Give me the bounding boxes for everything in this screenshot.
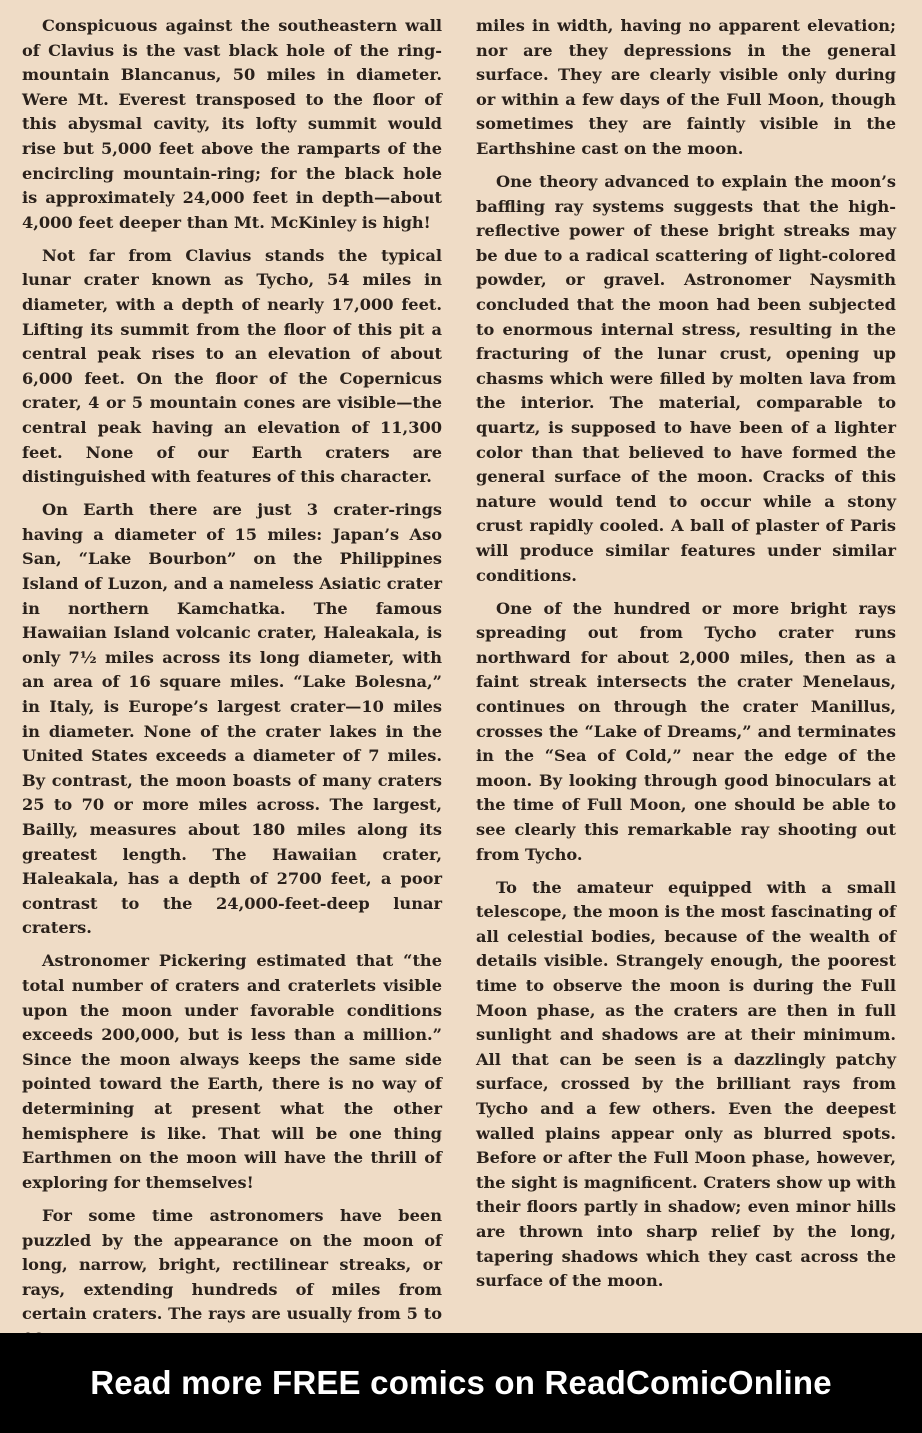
promo-banner-text: Read more FREE comics on ReadComicOnline bbox=[90, 1364, 832, 1401]
left-text-column bbox=[22, 14, 442, 1360]
paragraph-pickering-estimate: Astronomer Pickering estimated that “the total number of craters and craterlets visible upon the moon under favorable conditions exceeds 200,000, but is less than a million.” Since the moon always keeps the same side pointed toward the Earth, there is no way of determining at present what the other hemisphere is like. That will be one thing Earthmen on the moon will have the thrill of exploring for themselves! bbox=[22, 951, 442, 1192]
paragraph-tycho-copernicus: Not far from Clavius stands the typical lunar crater known as Tycho, 54 miles in diameter, with a depth of nearly 17,000 feet. Lifting its summit from the floor of this pit a central peak rises to an elevation of about 6,000 feet. On the floor of the Copernicus crater, 4 or 5 mountain cones are visible—the central peak having an elevation of 11,300 feet. None of our Earth craters are distinguished with features of this character. bbox=[22, 245, 442, 487]
paragraph-ray-streaks-continued: miles in width, having no apparent elevation; nor are they depressions in the general surface. They are clearly visible only during or within a few days of the Full Moon, though sometimes they are faintly visible in the Earthshine cast on the moon. bbox=[476, 16, 896, 158]
paragraph-earth-craters: On Earth there are just 3 crater-rings having a diameter of 15 miles: Japan’s Aso San, “Lake Bourbon” on the Philippines Island of Luzon, and a nameless Asiatic crater in northern Kamchatka. The famous Hawaiian Island volcanic crater, Haleakala, is only 7½ miles across its long diameter, with an area of 16 square miles. “Lake Bolesna,” in Italy, is Europe’s largest crater—10 miles in diameter. None of the crater lakes in the United States exceeds a diameter of 7 miles. By contrast, the moon boasts of many craters 25 to 70 or more miles across. The largest, Bailly, measures about 180 miles along its greatest length. The Hawaiian crater, Haleakala, has a depth of 2700 feet, a poor contrast to the 24,000-feet-deep lunar craters. bbox=[22, 500, 442, 938]
paragraph-ray-streaks-intro: For some time astronomers have been puzzled by the appearance on the moon of long, narrow, bright, rectilinear streaks, or rays, extending hundreds of miles from certain craters. The rays are usually from 5 to bbox=[22, 1205, 442, 1324]
paragraph-ray-theory: One theory advanced to explain the moon’s baffling ray systems suggests that the high-reflective power of these bright streaks may be due to a radical scattering of light-colored powder, or gravel. Astronomer Naysmith concluded that the moon had been subjected to enormous internal stress, resulting in the fracturing of the lunar crust, opening up chasms which were filled by molten lava from the interior. The material, comparable to quartz, is supposed to have been of a lighter color than that believed to have formed the general surface of the moon. Cracks of this nature would tend to occur while a stony crust rapidly cooled. A ball of plaster of Paris will produce similar features under similar conditions. bbox=[476, 172, 896, 585]
paragraph-clavius-blancanus: Conspicuous against the southeastern wall of Clavius is the vast black hole of the ring-mountain Blancanus, 50 miles in diameter. Were Mt. Everest transposed to the floor of this abysmal cavity, its lofty summit would rise but 5,000 feet above the ramparts of the encircling mountain-ring; for the black hole is approximately 24,000 feet in depth—about 4,000 feet deeper than Mt. McKinley is high! bbox=[22, 16, 442, 232]
right-text-column bbox=[476, 14, 896, 1302]
paragraph-tycho-ray: One of the hundred or more bright rays spreading out from Tycho crater runs northward for about 2,000 miles, then as a faint streak intersects the crater Menelaus, continues on through the crater Manillus, crosses the “Lake of Dreams,” and terminates in the “Sea of Cold,” near the edge of the moon. By looking through good binoculars at the time of Full Moon, one should be able to see clearly this remarkable ray shooting out from Tycho. bbox=[476, 598, 896, 864]
promo-banner bbox=[0, 1333, 922, 1433]
paragraph-amateur-telescope: To the amateur equipped with a small telescope, the moon is the most fascinating of all celestial bodies, because of the wealth of details visible. Strangely enough, the poorest time to observe the moon is during the Full Moon phase, as the craters are then in full sunlight and shadows are at their minimum. All that can be seen is a dazzlingly patchy surface, crossed by the brilliant rays from Tycho and a few others. Even the deepest walled plains appear only as blurred spots. Before or after the Full Moon phase, however, the sight is magnificent. Craters show up with their floors partly in shadow; even minor hills are thrown into sharp relief by the long, tapering shadows which they cast across the surface of the moon. bbox=[476, 877, 896, 1291]
